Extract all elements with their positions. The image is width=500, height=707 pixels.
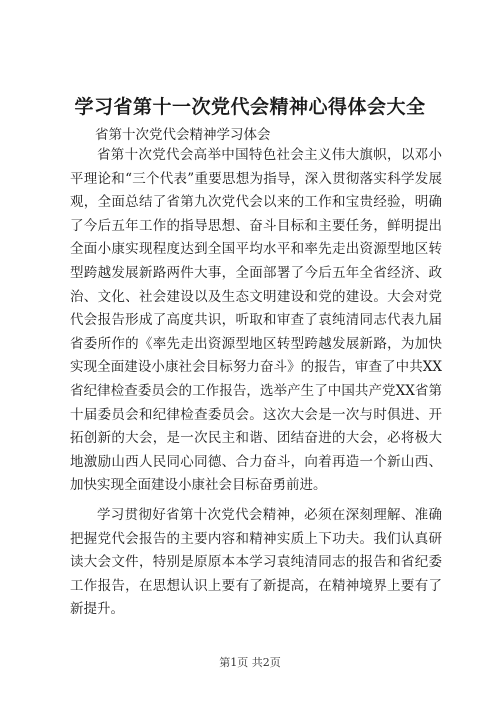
paragraph: 学习贯彻好省第十次党代会精神，必须在深刻理解、准确把握党代会报告的主要内容和精神实质上下功夫。我们认真研读大会文件，特别是原原本本学习袁纯清同志的报告和省纪委工作报告，在思想认识上要有了新提高，在精神境界上要有了新提升。: [70, 506, 442, 618]
document-body: [70, 144, 442, 622]
document-subtitle: 省第十次党代会精神学习体会: [95, 127, 271, 143]
document-title: 学习省第十一次党代会精神心得体会大全: [74, 96, 426, 118]
paragraph: 省第十次党代会高举中国特色社会主义伟大旗帜，以邓小平理论和“三个代表”重要思想为指导，深入贯彻落实科学发展观，全面总结了省第九次党代会以来的工作和宝贵经验，明确了今后五年工作的指导思想、奋斗目标和主要任务，鲜明提出全面小康实现程度达到全国平均水平和率先走出资源型地区转型跨越发展新路两件大事，全面部署了今后五年全省经济、政治、文化、社会建设以及生态文明建设和党的建设。大会对党代会报告形成了高度共识，听取和审查了袁纯清同志代表九届省委所作的《率先走出资源型地区转型跨越发展新路，为加快实现全面建设小康社会目标努力奋斗》的报告，审查了中共XX省纪律检查委员会的工作报告，选举产生了中国共产党XX省第十届委员会和纪律检查委员会。这次大会是一次与时俱进、开拓创新的大会，是一次民主和谐、团结奋进的大会，必将极大地激励山西人民同心同德、合力奋斗，向着再造一个新山西、加快实现全面建设小康社会目标奋勇前进。: [70, 147, 442, 494]
page-footer: 第1页 共2页: [219, 656, 281, 669]
